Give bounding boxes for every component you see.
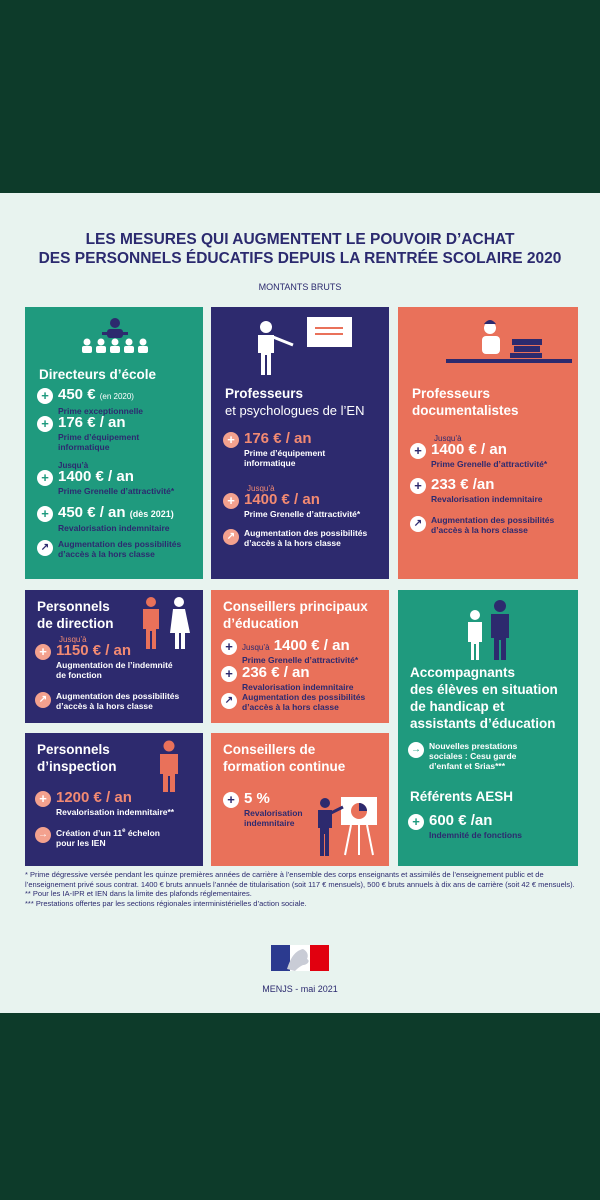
- note: (en 2020): [99, 392, 134, 401]
- desc: Augmentation des possibilités: [431, 515, 555, 525]
- plus-icon: +: [408, 814, 424, 830]
- arrow-right-icon: →: [408, 742, 424, 758]
- desc: Prime Grenelle d’attractivité*: [431, 459, 548, 469]
- card-title: d’éducation: [223, 616, 299, 631]
- desc: Revalorisation indemnitaire: [431, 494, 543, 504]
- desc: pour les IEN: [56, 837, 106, 848]
- desc: informatique: [58, 442, 110, 452]
- desc: échelon: [125, 827, 160, 838]
- desc: Création d’un 11: [56, 827, 123, 838]
- title-line-1: LES MESURES QUI AUGMENTENT LE POUVOIR D’ACHAT: [85, 231, 515, 248]
- measure-hors-classe: [410, 514, 554, 535]
- desc: d’accès à la hors classe: [58, 549, 155, 559]
- card-title: de direction: [37, 616, 114, 631]
- two-people-icon: [464, 599, 514, 661]
- desc: de fonction: [56, 670, 102, 680]
- desc: Revalorisation indemnitaire: [242, 682, 354, 692]
- plus-icon: +: [221, 639, 237, 655]
- desc: sociales : Cesu garde: [429, 751, 517, 761]
- plus-icon: +: [37, 416, 53, 432]
- teacher-board-icon: [249, 315, 354, 377]
- desc: Indemnité de fonctions: [429, 830, 523, 840]
- measure-indemnite-fonction: [35, 642, 173, 680]
- measure-prime-grenelle: [37, 468, 174, 496]
- measure-revalorisation: [37, 504, 174, 533]
- desc: d’accès à la hors classe: [242, 702, 339, 712]
- person-icon: [155, 740, 183, 792]
- amount: 176 € / an: [244, 430, 312, 447]
- footnote-3: *** Prestations offertes par les sections régionales interministérielles d’action sociale.: [25, 898, 307, 908]
- footnote-1: * Prime dégressive versée pendant les quinze premières années de carrière à l’ensemble des corps enseignants et assimilés de l’enseignement public et de l’enseignement privé sous contrat. 1400 € bruts annuels l’année de titularisation (soit 117 € mensuels), 500 € bruts annuels à dix ans de carrière (soit 42 € mensuels).: [25, 870, 575, 889]
- plus-icon: +: [223, 432, 239, 448]
- card-documentalistes: [398, 307, 578, 579]
- poster-title: [0, 230, 600, 268]
- desc: informatique: [244, 458, 296, 468]
- measure-prestations-sociales: [408, 740, 517, 771]
- plus-icon: +: [37, 388, 53, 404]
- plus-icon: +: [35, 791, 51, 807]
- desc: Revalorisation: [244, 808, 303, 818]
- prefix: Jusqu’à: [59, 635, 87, 644]
- amount: 233 € /an: [431, 476, 495, 493]
- measure-revalorisation: [35, 789, 174, 817]
- measure-prime-equipement: [37, 414, 139, 452]
- desc: Augmentation des possibilités: [58, 539, 182, 549]
- amount: 1150 € / an: [56, 642, 132, 659]
- card-title: Accompagnants: [410, 665, 516, 680]
- note: (dès 2021): [129, 509, 174, 519]
- measure-prime-grenelle: [223, 491, 360, 519]
- section-title: Référents AESH: [410, 789, 514, 804]
- measure-revalorisation: [223, 790, 303, 828]
- card-title: Personnels: [37, 599, 110, 614]
- amount: 450 €: [58, 386, 96, 403]
- prefix: Jusqu’à: [247, 484, 275, 493]
- infographic-poster: [0, 193, 600, 1013]
- desc: Prime exceptionnelle: [58, 406, 144, 416]
- card-cpe: [211, 590, 389, 723]
- measure-hors-classe: [223, 527, 367, 548]
- measure-hors-classe: [35, 690, 179, 711]
- amount: 1400 € / an: [58, 468, 134, 485]
- desc: Revalorisation indemnitaire**: [56, 807, 175, 817]
- card-title: des élèves en situation: [410, 682, 558, 697]
- card-title: de handicap et: [410, 699, 505, 714]
- desc: Nouvelles prestations: [429, 741, 518, 751]
- poster-subtitle: MONTANTS BRUTS: [258, 282, 342, 292]
- amount: 600 € /an: [429, 812, 493, 829]
- desc: d’accès à la hors classe: [56, 701, 153, 711]
- desc: Revalorisation indemnitaire: [58, 523, 170, 533]
- card-professeurs: [211, 307, 389, 579]
- card-title: formation continue: [223, 759, 346, 774]
- measure-hors-classe: [37, 538, 181, 559]
- card-title: Directeurs d’école: [39, 367, 157, 382]
- measure-prime-grenelle: [221, 637, 358, 665]
- plus-icon: +: [37, 506, 53, 522]
- measure-indemnite-fonctions: [408, 812, 522, 840]
- arrow-up-right-icon: ↗: [221, 693, 237, 709]
- footnotes: [25, 870, 580, 908]
- card-inspection: [25, 733, 203, 866]
- plus-icon: +: [221, 666, 237, 682]
- card-title: Conseillers de: [223, 742, 316, 757]
- plus-icon: +: [410, 478, 426, 494]
- credit: MENJS - mai 2021: [262, 984, 338, 994]
- card-subtitle: et psychologues de l’EN: [225, 403, 365, 418]
- card-aesh: [398, 590, 578, 866]
- card-direction: [25, 590, 203, 723]
- desc: d’accès à la hors classe: [244, 538, 341, 548]
- prefix: Jusqu’à: [434, 434, 462, 443]
- prefix: Jusqu’à: [58, 461, 89, 470]
- arrow-up-right-icon: ↗: [37, 540, 53, 556]
- title-line-2: DES PERSONNELS ÉDUCATIFS DEPUIS LA RENTRÉE SCOLAIRE 2020: [38, 250, 562, 267]
- footnote-2: ** Pour les IA-IPR et IEN dans la limite des plafonds réglementaires.: [25, 889, 252, 898]
- amount: 1200 € / an: [56, 789, 132, 806]
- plus-icon: +: [35, 644, 51, 660]
- desc: Augmentation des possibilités: [242, 692, 366, 702]
- card-title: d’inspection: [37, 759, 117, 774]
- plus-icon: +: [37, 470, 53, 486]
- desc: d’enfant et Srias***: [429, 761, 506, 771]
- desc: Prime d’équipement: [58, 432, 140, 442]
- desc: Prime Grenelle d’attractivité*: [58, 486, 175, 496]
- desc: Prime Grenelle d’attractivité*: [244, 509, 361, 519]
- amount: 1400 € / an: [431, 441, 507, 458]
- measure-prime-equipement: [223, 430, 325, 468]
- classroom-teacher-icon: [80, 317, 150, 355]
- card-title: Professeurs: [412, 386, 491, 401]
- superscript: e: [122, 828, 126, 834]
- presenter-chart-icon: [315, 793, 385, 859]
- card-title: Professeurs: [225, 386, 304, 401]
- card-directeurs: [25, 307, 203, 579]
- card-formation: [211, 733, 389, 866]
- plus-icon: +: [223, 493, 239, 509]
- plus-icon: +: [410, 443, 426, 459]
- arrow-right-icon: →: [35, 827, 51, 843]
- card-title: assistants d’éducation: [410, 716, 556, 731]
- prefix: Jusqu’à: [242, 643, 270, 652]
- desc: indemnitaire: [244, 818, 295, 828]
- desc: Prime Grenelle d’attractivité*: [242, 655, 359, 665]
- measure-revalorisation: [410, 476, 542, 504]
- amount: 236 € / an: [242, 664, 310, 681]
- desc: Augmentation de l’indemnité: [56, 660, 173, 670]
- amount: 1400 € / an: [273, 637, 350, 654]
- measure-hors-classe: [221, 691, 365, 712]
- card-title: Conseillers principaux: [223, 599, 368, 614]
- arrow-up-right-icon: ↗: [223, 529, 239, 545]
- measure-echelon: [35, 825, 160, 848]
- arrow-up-right-icon: ↗: [35, 692, 51, 708]
- amount: 1400 € / an: [244, 491, 320, 508]
- card-title: documentalistes: [412, 403, 519, 418]
- top-dark-band: [0, 0, 600, 193]
- amount: 450 € / an: [58, 504, 126, 521]
- measure-prime-grenelle: [410, 441, 547, 469]
- librarian-books-icon: [446, 319, 572, 365]
- desc: Augmentation des possibilités: [56, 691, 180, 701]
- card-title: Personnels: [37, 742, 110, 757]
- amount: 176 € / an: [58, 414, 126, 431]
- amount: 5 %: [244, 790, 270, 807]
- desc: Prime d’équipement: [244, 448, 326, 458]
- measure-prime-exceptionnelle: [37, 386, 143, 416]
- desc: Augmentation des possibilités: [244, 528, 368, 538]
- marianne-logo: [271, 945, 329, 971]
- measure-revalorisation: [221, 664, 353, 692]
- bottom-dark-band: [0, 1013, 600, 1200]
- plus-icon: +: [223, 792, 239, 808]
- arrow-up-right-icon: ↗: [410, 516, 426, 532]
- desc: d’accès à la hors classe: [431, 525, 528, 535]
